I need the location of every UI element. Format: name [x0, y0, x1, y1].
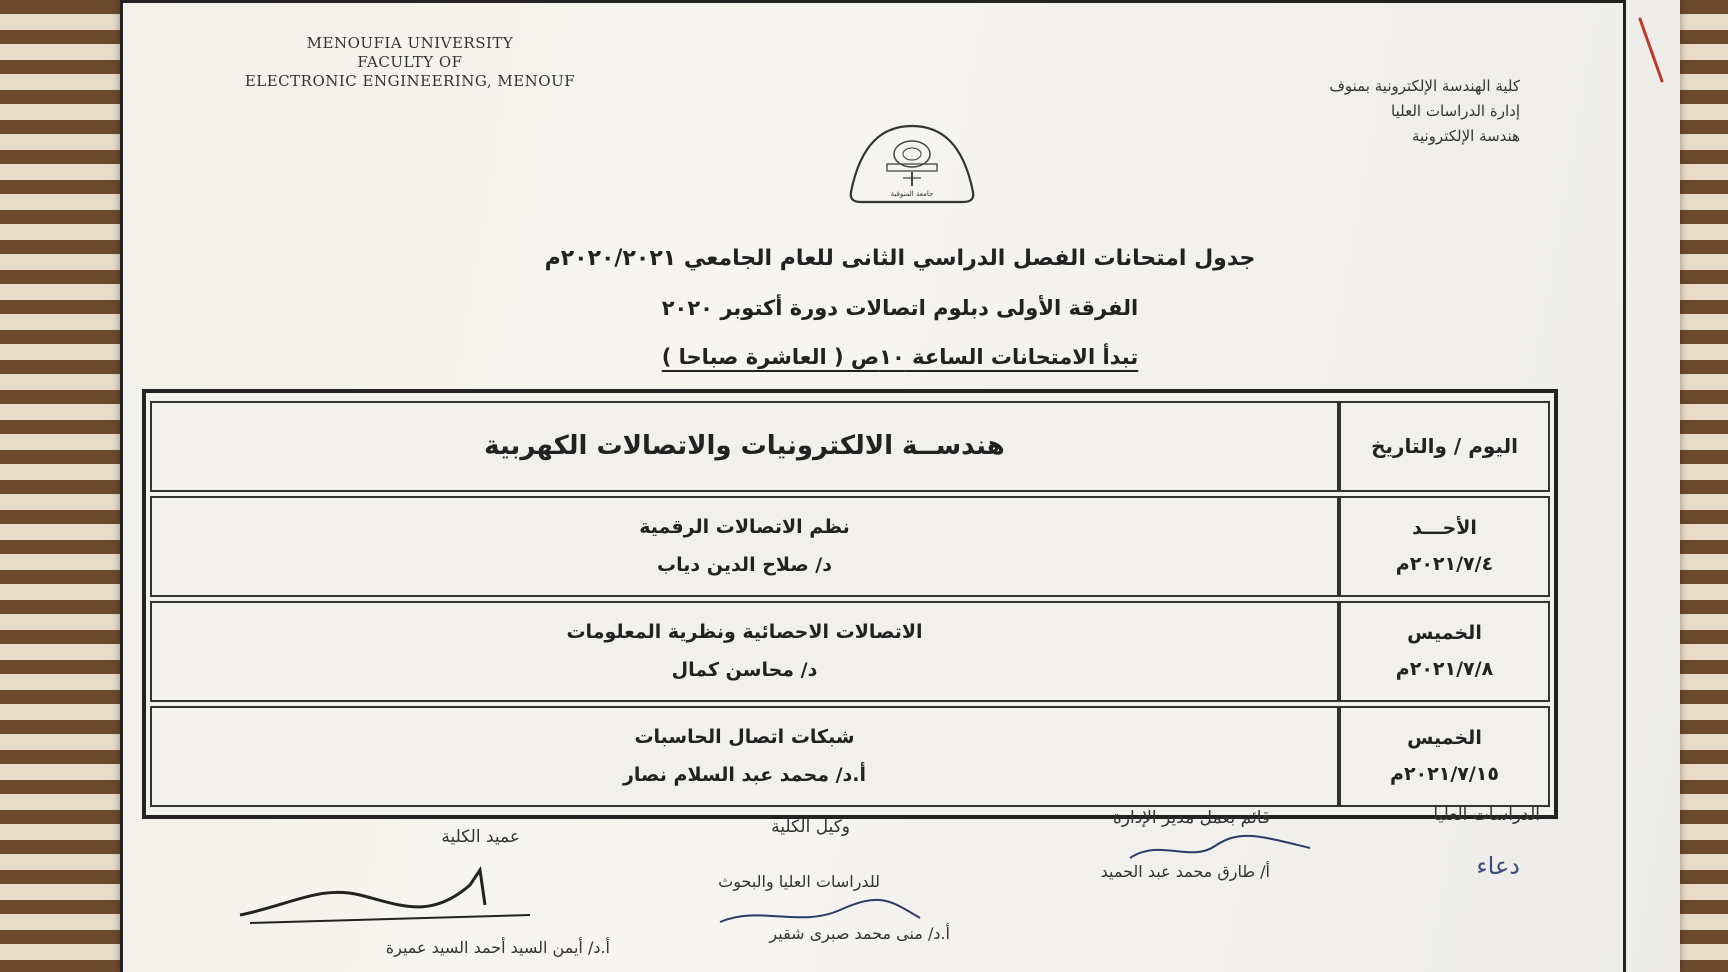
exam-day: الخميس — [1407, 622, 1482, 645]
vice-dean-subtitle: للدراسات العليا والبحوث — [718, 872, 880, 891]
grad-studies-signature: دعاء — [1476, 852, 1520, 880]
university-en-line: FACULTY OF — [357, 53, 463, 71]
admin-manager-title: قائم بعمل مدير الإدارة — [1112, 808, 1270, 828]
header-department: هندســة الالكترونيات والاتصالات الكهربية — [150, 401, 1339, 492]
subject-name: الاتصالات الاحصائية ونظرية المعلومات — [566, 621, 923, 644]
day-date-cell — [1339, 496, 1550, 597]
day-date-cell — [1339, 706, 1550, 807]
schedule-title: جدول امتحانات الفصل الدراسي الثانى للعام الجامعي ٢٠٢٠/٢٠٢١م — [544, 246, 1256, 271]
table-row — [150, 601, 1550, 702]
schedule-subtitle: الفرقة الأولى دبلوم اتصالات دورة أكتوبر ٢٠٢٠ — [661, 296, 1139, 320]
university-en-line: MENOUFIA UNIVERSITY — [306, 34, 514, 52]
university-name-ar — [1240, 74, 1520, 149]
header-day-date: اليوم / والتاريخ — [1339, 401, 1550, 492]
grad-studies-title: الدراسات العليا — [1433, 805, 1540, 825]
dean-title: عميد الكلية — [441, 827, 520, 847]
admin-manager-name: أ/ طارق محمد عبد الحميد — [1100, 862, 1270, 881]
university-en-line: ELECTRONIC ENGINEERING, MENOUF — [244, 72, 576, 90]
table-header-row — [150, 401, 1550, 492]
subject-cell — [150, 601, 1339, 702]
subject-cell — [150, 496, 1339, 597]
subject-name: شبكات اتصال الحاسبات — [634, 726, 855, 749]
professor-name: أ.د/ محمد عبد السلام نصار — [622, 764, 867, 787]
university-logo-icon — [845, 122, 979, 206]
university-ar-line: كلية الهندسة الإلكترونية بمنوف — [1329, 77, 1520, 95]
exam-day: الأحـــد — [1412, 517, 1477, 540]
dean-name: أ.د/ أيمن السيد أحمد السيد عميرة — [385, 938, 610, 957]
professor-name: د/ محاسن كمال — [671, 659, 818, 682]
subject-name: نظم الاتصالات الرقمية — [639, 516, 850, 539]
vice-dean-name: أ.د/ منى محمد صبرى شقير — [769, 924, 950, 943]
exam-date: ٢٠٢١/٧/١٥م — [1390, 763, 1499, 786]
dean-signature — [230, 865, 550, 935]
table-row — [150, 496, 1550, 597]
pen-mark-icon — [1632, 15, 1672, 85]
university-ar-line: هندسة الإلكترونية — [1411, 127, 1520, 145]
exam-date: ٢٠٢١/٧/٨م — [1395, 658, 1494, 681]
exam-start-time-text: تبدأ الامتحانات الساعة ١٠ص ( العاشرة صباحا ) — [661, 345, 1139, 369]
exam-schedule-table — [142, 389, 1558, 819]
document-paper — [120, 0, 1680, 972]
vice-dean-title: وكيل الكلية — [771, 817, 850, 837]
university-ar-line: إدارة الدراسات العليا — [1391, 102, 1520, 120]
day-date-cell — [1339, 601, 1550, 702]
subject-cell — [150, 706, 1339, 807]
table-row — [150, 706, 1550, 807]
logo-caption: جامعة المنوفية — [890, 190, 934, 198]
university-name-en — [230, 34, 590, 91]
exam-start-time — [420, 345, 1380, 369]
professor-name: د/ صلاح الدين دياب — [657, 554, 832, 577]
exam-date: ٢٠٢١/٧/٤م — [1395, 553, 1494, 576]
exam-day: الخميس — [1407, 727, 1482, 750]
